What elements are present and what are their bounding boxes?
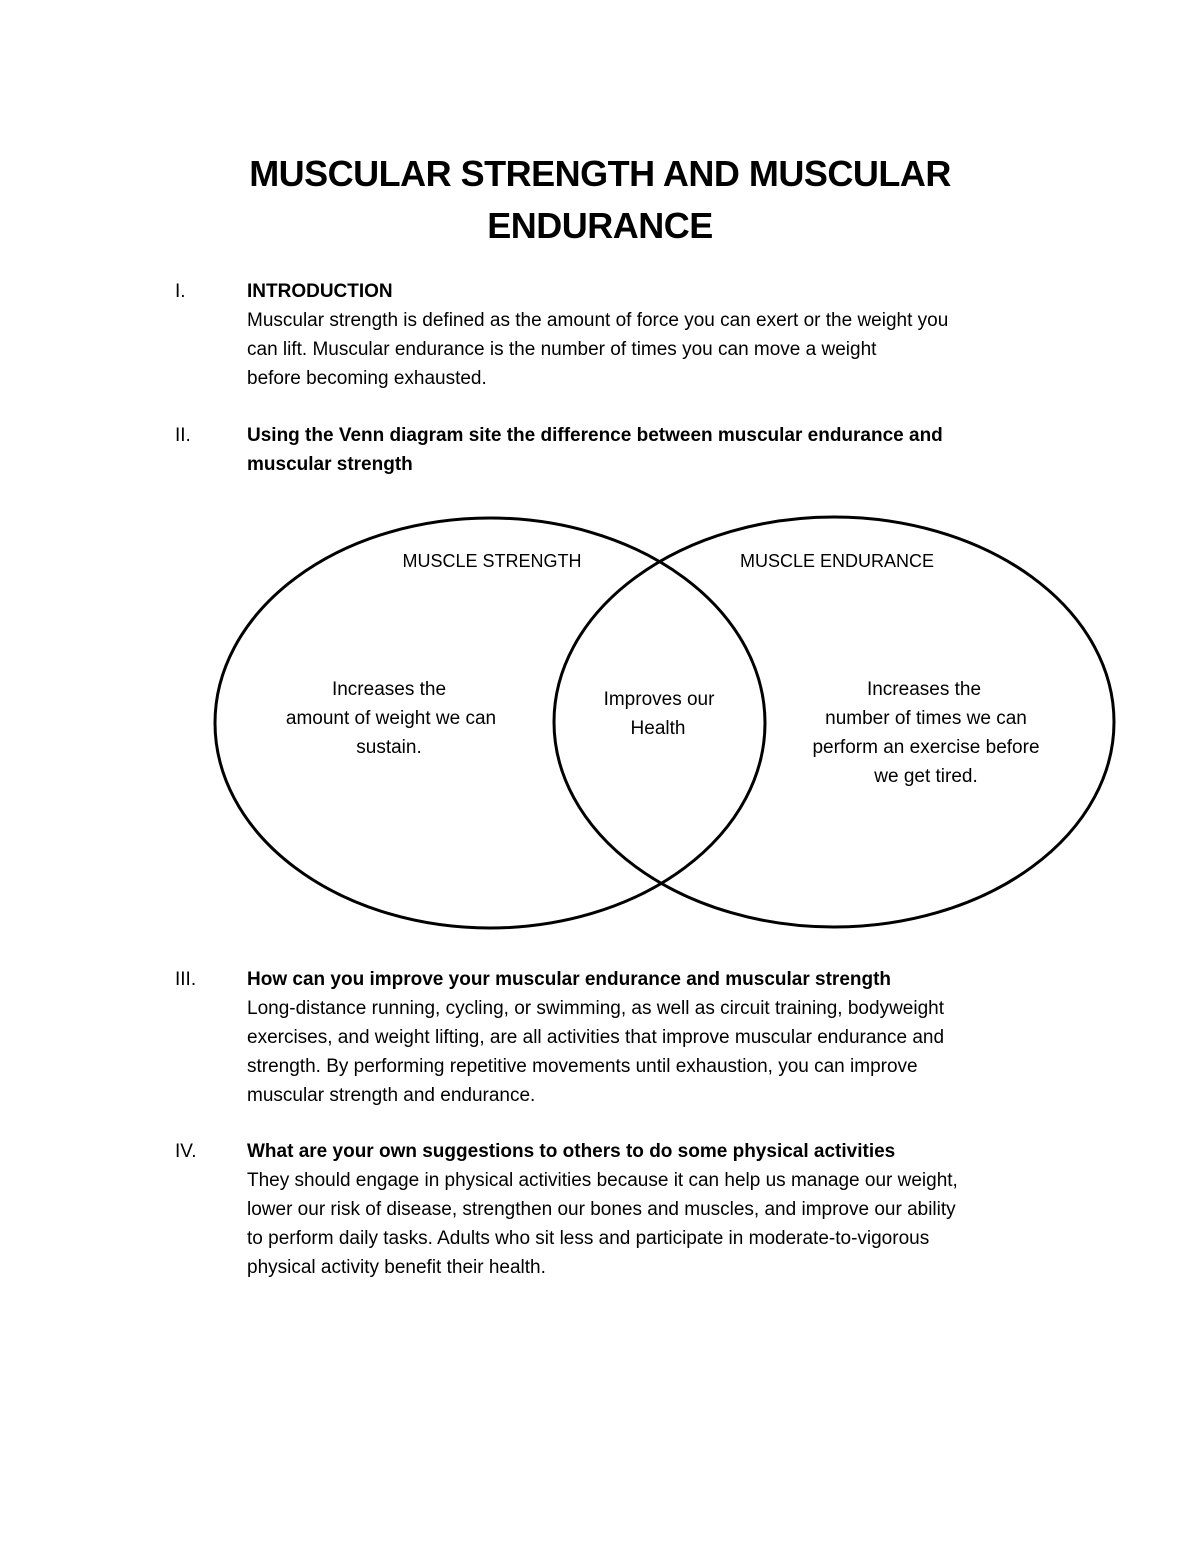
- paragraph-line: lower our risk of disease, strengthen our bones and muscles, and improve our ability: [247, 1199, 956, 1220]
- paragraph-line: exercises, and weight lifting, are all activities that improve muscular endurance and: [247, 1027, 945, 1048]
- section-heading: How can you improve your muscular endurance and muscular strength: [247, 969, 892, 990]
- section-heading: What are your own suggestions to others to do some physical activities: [247, 1141, 896, 1162]
- venn-right-text: number of times we can: [825, 708, 1027, 729]
- paragraph-line: physical activity benefit their health.: [247, 1257, 546, 1278]
- paragraph-line: They should engage in physical activities because it can help us manage our weight,: [247, 1170, 958, 1191]
- section-heading: muscular strength: [247, 454, 413, 475]
- section-heading: INTRODUCTION: [247, 281, 393, 302]
- paragraph-line: Long-distance running, cycling, or swimming, as well as circuit training, bodyweight: [247, 998, 944, 1019]
- title-line-2: ENDURANCE: [487, 205, 713, 246]
- paragraph-line: before becoming exhausted.: [247, 368, 487, 389]
- paragraph-line: Muscular strength is defined as the amount of force you can exert or the weight you: [247, 310, 949, 331]
- section-number: III.: [175, 969, 197, 990]
- venn-right-text: we get tired.: [874, 766, 978, 787]
- venn-center-text: Improves our: [603, 689, 715, 710]
- venn-left-text: Increases the: [331, 679, 447, 700]
- paragraph-line: to perform daily tasks. Adults who sit less and participate in moderate-to-vigorous: [247, 1228, 930, 1249]
- venn-left-label: MUSCLE STRENGTH: [402, 551, 582, 571]
- venn-right-text: perform an exercise before: [812, 737, 1040, 758]
- venn-left-text: amount of weight we can: [285, 708, 497, 729]
- section-number: IV.: [175, 1141, 197, 1162]
- venn-center-text: Health: [630, 718, 686, 739]
- paragraph-line: muscular strength and endurance.: [247, 1085, 536, 1106]
- paragraph-line: can lift. Muscular endurance is the number of times you can move a weight: [247, 339, 877, 360]
- section-number: II.: [175, 425, 191, 446]
- paragraph-line: strength. By performing repetitive movements until exhaustion, you can improve: [247, 1056, 918, 1077]
- section-number: I.: [175, 281, 186, 302]
- venn-left-text: sustain.: [356, 737, 422, 758]
- venn-right-label: MUSCLE ENDURANCE: [739, 551, 935, 571]
- venn-right-text: Increases the: [866, 679, 982, 700]
- title-line-1: MUSCULAR STRENGTH AND MUSCULAR: [249, 153, 951, 194]
- section-heading: Using the Venn diagram site the difference between muscular endurance and: [247, 425, 943, 446]
